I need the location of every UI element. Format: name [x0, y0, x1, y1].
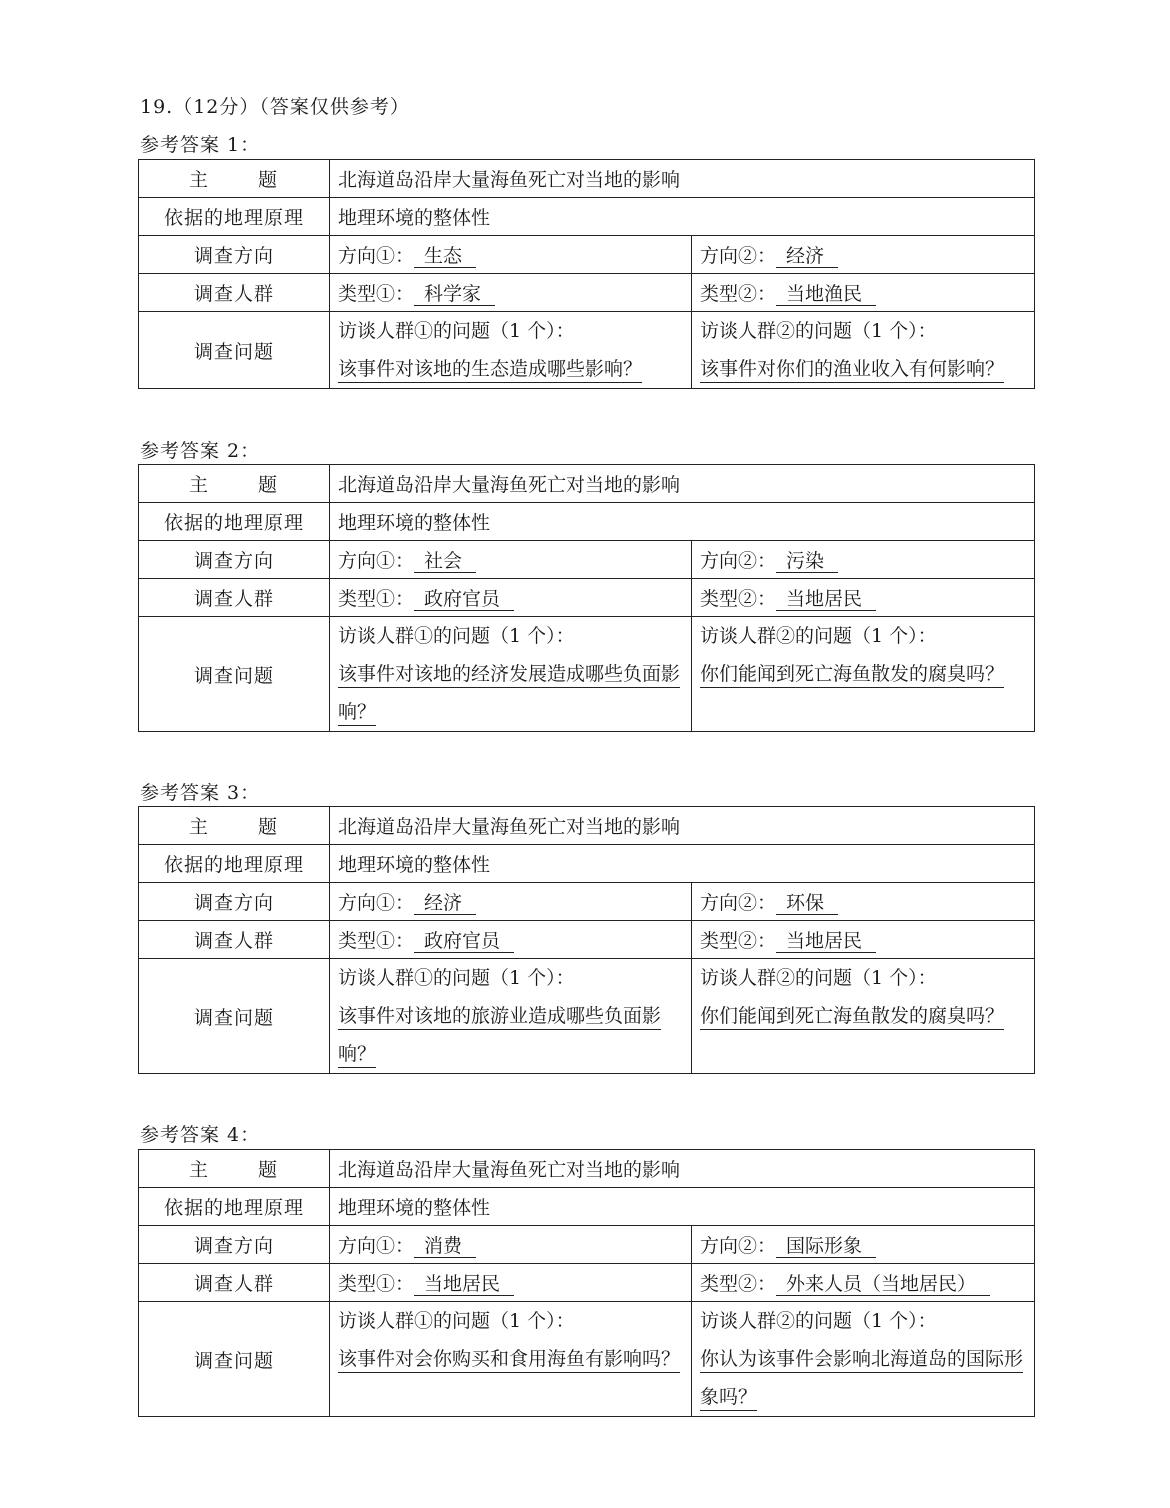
- question-1-value: 该事件对会你购买和食用海鱼有影响吗？: [338, 1348, 680, 1373]
- direction-1-cell: [330, 1226, 692, 1264]
- answer-table-2: [138, 464, 1035, 732]
- question-2-prefix: 访谈人群②的问题（1 个）：: [700, 967, 937, 989]
- question-1-cell: [330, 312, 692, 389]
- question-title: 19.（12分）（答案仅供参考）: [140, 96, 410, 118]
- question-2-cell: [692, 617, 1035, 732]
- question-1-cell: [330, 1302, 692, 1417]
- question-2-value: 该事件对你们的渔业收入有何影响？: [700, 358, 1004, 383]
- question-1-value: 该事件对该地的旅游业造成哪些负面影响？: [338, 1005, 661, 1068]
- row-label-topic: 主 题: [139, 465, 330, 503]
- direction-2-prefix: 方向②：: [700, 550, 777, 572]
- direction-2-cell: [692, 883, 1035, 921]
- question-1-value: 该事件对该地的生态造成哪些影响？: [338, 358, 642, 383]
- group-1-value: 当地居民: [414, 1273, 514, 1296]
- group-1-prefix: 类型①：: [338, 283, 415, 305]
- group-1-prefix: 类型①：: [338, 930, 415, 952]
- row-label-topic: 主 题: [139, 160, 330, 198]
- principle-value: 地理环境的整体性: [330, 1188, 1035, 1226]
- answer-label-3: 参考答案 3：: [140, 782, 261, 804]
- row-label-principle: 依据的地理原理: [139, 845, 330, 883]
- direction-1-prefix: 方向①：: [338, 550, 415, 572]
- principle-value: 地理环境的整体性: [330, 845, 1035, 883]
- direction-1-prefix: 方向①：: [338, 1235, 415, 1257]
- row-label-group: 调查人群: [139, 274, 330, 312]
- principle-value: 地理环境的整体性: [330, 503, 1035, 541]
- question-1-cell: [330, 617, 692, 732]
- direction-2-value: 经济: [776, 245, 838, 268]
- direction-2-value: 环保: [776, 892, 838, 915]
- direction-2-cell: [692, 541, 1035, 579]
- group-2-prefix: 类型②：: [700, 1273, 777, 1295]
- group-2-cell: [692, 274, 1035, 312]
- row-label-question: 调查问题: [139, 312, 330, 389]
- direction-2-prefix: 方向②：: [700, 245, 777, 267]
- direction-1-value: 社会: [414, 550, 476, 573]
- question-1-prefix: 访谈人群①的问题（1 个）：: [338, 967, 575, 989]
- row-label-topic: 主 题: [139, 1150, 330, 1188]
- group-2-value: 当地居民: [776, 588, 876, 611]
- group-1-cell: [330, 1264, 692, 1302]
- question-2-cell: [692, 1302, 1035, 1417]
- direction-2-value: 污染: [776, 550, 838, 573]
- group-1-cell: [330, 579, 692, 617]
- group-1-value: 政府官员: [414, 588, 514, 611]
- direction-1-value: 经济: [414, 892, 476, 915]
- group-2-prefix: 类型②：: [700, 588, 777, 610]
- row-label-direction: 调查方向: [139, 1226, 330, 1264]
- question-2-value: 你认为该事件会影响北海道岛的国际形象吗？: [700, 1348, 1023, 1411]
- answer-label-1: 参考答案 1：: [140, 134, 261, 156]
- row-label-question: 调查问题: [139, 1302, 330, 1417]
- direction-1-value: 生态: [414, 245, 476, 268]
- row-label-group: 调查人群: [139, 1264, 330, 1302]
- question-2-prefix: 访谈人群②的问题（1 个）：: [700, 320, 937, 342]
- question-1-prefix: 访谈人群①的问题（1 个）：: [338, 1310, 575, 1332]
- row-label-direction: 调查方向: [139, 883, 330, 921]
- row-label-question: 调查问题: [139, 959, 330, 1074]
- group-1-prefix: 类型①：: [338, 588, 415, 610]
- question-1-prefix: 访谈人群①的问题（1 个）：: [338, 625, 575, 647]
- group-2-value: 外来人员（当地居民）: [776, 1273, 990, 1296]
- row-label-direction: 调查方向: [139, 541, 330, 579]
- direction-1-prefix: 方向①：: [338, 245, 415, 267]
- group-2-cell: [692, 1264, 1035, 1302]
- topic-value: 北海道岛沿岸大量海鱼死亡对当地的影响: [330, 465, 1035, 503]
- row-label-group: 调查人群: [139, 579, 330, 617]
- group-2-cell: [692, 579, 1035, 617]
- row-label-group: 调查人群: [139, 921, 330, 959]
- group-1-prefix: 类型①：: [338, 1273, 415, 1295]
- question-1-value: 该事件对该地的经济发展造成哪些负面影响？: [338, 663, 680, 726]
- direction-2-cell: [692, 236, 1035, 274]
- direction-2-prefix: 方向②：: [700, 892, 777, 914]
- direction-1-prefix: 方向①：: [338, 892, 415, 914]
- direction-2-cell: [692, 1226, 1035, 1264]
- group-1-cell: [330, 274, 692, 312]
- group-1-value: 科学家: [414, 283, 495, 306]
- question-2-cell: [692, 959, 1035, 1074]
- row-label-question: 调查问题: [139, 617, 330, 732]
- row-label-principle: 依据的地理原理: [139, 1188, 330, 1226]
- group-2-cell: [692, 921, 1035, 959]
- question-2-value: 你们能闻到死亡海鱼散发的腐臭吗？: [700, 663, 1004, 688]
- question-2-value: 你们能闻到死亡海鱼散发的腐臭吗？: [700, 1005, 1004, 1030]
- answer-label-2: 参考答案 2：: [140, 440, 261, 462]
- question-2-prefix: 访谈人群②的问题（1 个）：: [700, 625, 937, 647]
- topic-value: 北海道岛沿岸大量海鱼死亡对当地的影响: [330, 1150, 1035, 1188]
- group-2-prefix: 类型②：: [700, 283, 777, 305]
- topic-value: 北海道岛沿岸大量海鱼死亡对当地的影响: [330, 160, 1035, 198]
- row-label-principle: 依据的地理原理: [139, 198, 330, 236]
- group-2-value: 当地渔民: [776, 283, 876, 306]
- direction-1-cell: [330, 883, 692, 921]
- question-2-cell: [692, 312, 1035, 389]
- answer-table-1: [138, 159, 1035, 389]
- row-label-topic: 主 题: [139, 807, 330, 845]
- group-1-value: 政府官员: [414, 930, 514, 953]
- group-2-prefix: 类型②：: [700, 930, 777, 952]
- answer-table-4: [138, 1149, 1035, 1417]
- topic-value: 北海道岛沿岸大量海鱼死亡对当地的影响: [330, 807, 1035, 845]
- direction-1-value: 消费: [414, 1235, 476, 1258]
- direction-1-cell: [330, 541, 692, 579]
- answer-table-3: [138, 806, 1035, 1074]
- row-label-principle: 依据的地理原理: [139, 503, 330, 541]
- group-2-value: 当地居民: [776, 930, 876, 953]
- question-1-cell: [330, 959, 692, 1074]
- direction-1-cell: [330, 236, 692, 274]
- direction-2-prefix: 方向②：: [700, 1235, 777, 1257]
- direction-2-value: 国际形象: [776, 1235, 876, 1258]
- principle-value: 地理环境的整体性: [330, 198, 1035, 236]
- row-label-direction: 调查方向: [139, 236, 330, 274]
- answer-label-4: 参考答案 4：: [140, 1124, 261, 1146]
- question-2-prefix: 访谈人群②的问题（1 个）：: [700, 1310, 937, 1332]
- question-1-prefix: 访谈人群①的问题（1 个）：: [338, 320, 575, 342]
- group-1-cell: [330, 921, 692, 959]
